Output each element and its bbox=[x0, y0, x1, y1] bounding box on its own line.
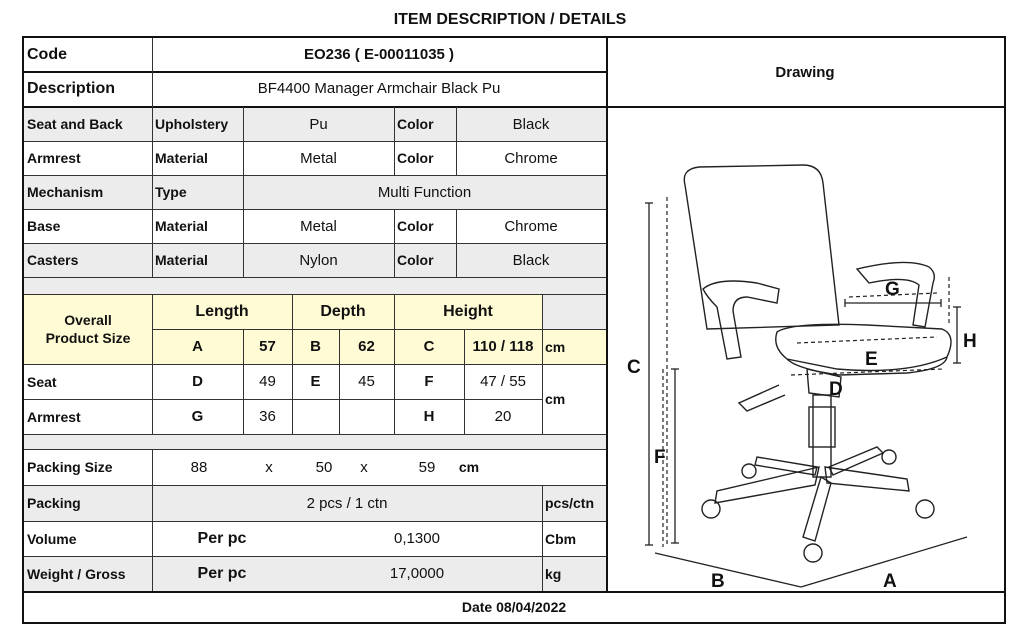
packing-depth: 50 bbox=[315, 458, 333, 476]
packing-label: Packing bbox=[27, 495, 81, 511]
dim-label-d: D bbox=[829, 379, 843, 400]
dim-value: 20 bbox=[494, 408, 512, 425]
packing-unit: cm bbox=[458, 459, 480, 475]
seat-label: Seat bbox=[27, 373, 57, 390]
weight-value: 17,0000 bbox=[389, 565, 445, 582]
dim-label-b: B bbox=[711, 571, 725, 592]
code-label: Code bbox=[27, 45, 67, 63]
color-value: Black bbox=[512, 115, 550, 133]
material-part: Base bbox=[27, 218, 61, 234]
volume-unit: Cbm bbox=[545, 530, 577, 547]
cell-bg bbox=[542, 294, 606, 329]
depth-header: Depth bbox=[320, 302, 366, 320]
dim-value: 49 bbox=[259, 373, 276, 390]
color-label: Color bbox=[397, 116, 434, 132]
length-header: Length bbox=[195, 302, 249, 320]
material-value: Nylon bbox=[299, 251, 338, 269]
color-label: Color bbox=[397, 252, 434, 268]
chair-illustration bbox=[607, 107, 1004, 591]
volume-value: 0,1300 bbox=[394, 530, 440, 547]
material-part: Armrest bbox=[27, 150, 81, 166]
material-attr: Upholstery bbox=[155, 116, 229, 132]
packing-height: 59 bbox=[418, 458, 436, 476]
material-attr: Material bbox=[155, 150, 208, 166]
dim-letter: C bbox=[423, 338, 435, 355]
dim-value: 36 bbox=[259, 408, 276, 425]
material-value: Pu bbox=[309, 115, 328, 133]
color-label: Color bbox=[397, 218, 434, 234]
rule bbox=[24, 277, 606, 278]
packing-unit: pcs/ctn bbox=[545, 495, 595, 511]
dim-label-h: H bbox=[963, 331, 977, 352]
color-value: Chrome bbox=[504, 149, 558, 167]
material-attr: Type bbox=[155, 184, 187, 200]
packing-length: 88 bbox=[190, 458, 208, 476]
material-attr: Material bbox=[155, 218, 208, 234]
dim-value: 62 bbox=[358, 338, 375, 355]
dim-label-a: A bbox=[883, 571, 897, 592]
dim-value: 57 bbox=[259, 338, 276, 355]
weight-unit: kg bbox=[545, 565, 562, 582]
color-label: Color bbox=[397, 150, 434, 166]
rule bbox=[24, 434, 606, 435]
spacer-row bbox=[24, 434, 606, 449]
material-part: Seat and Back bbox=[27, 116, 123, 132]
dim-letter: D bbox=[192, 373, 203, 390]
spec-sheet bbox=[22, 36, 1006, 624]
dim-letter: G bbox=[191, 408, 204, 425]
armrest-label: Armrest bbox=[27, 408, 81, 425]
dim-unit: cm bbox=[545, 391, 566, 407]
dim-value: 110 / 118 bbox=[472, 338, 534, 355]
overall-size-label: Overall Product Size bbox=[45, 312, 131, 346]
material-part: Casters bbox=[27, 252, 79, 268]
color-value: Chrome bbox=[504, 217, 558, 235]
packing-size-label: Packing Size bbox=[27, 459, 113, 475]
code-value: EO236 ( E-00011035 ) bbox=[303, 46, 455, 63]
dim-value: 47 / 55 bbox=[480, 373, 526, 390]
dim-letter: H bbox=[423, 408, 435, 425]
times-sign: x bbox=[360, 458, 368, 476]
drawing-label: Drawing bbox=[775, 63, 835, 81]
date-footer: Date 08/04/2022 bbox=[461, 599, 567, 615]
material-value: Metal bbox=[300, 217, 337, 235]
material-attr: Material bbox=[155, 252, 208, 268]
dim-label-c: C bbox=[627, 357, 641, 378]
chair-drawing bbox=[607, 107, 1004, 591]
volume-label: Volume bbox=[27, 530, 77, 547]
dim-unit: cm bbox=[545, 338, 566, 355]
dim-letter: E bbox=[310, 373, 321, 390]
dim-value: 45 bbox=[358, 373, 375, 390]
dim-label-f: F bbox=[654, 447, 666, 468]
dim-letter: B bbox=[310, 338, 321, 355]
spacer-row bbox=[24, 277, 606, 294]
material-part: Mechanism bbox=[27, 184, 104, 200]
height-header: Height bbox=[443, 302, 493, 320]
material-value: Metal bbox=[300, 149, 337, 167]
weight-per: Per pc bbox=[197, 564, 247, 582]
dim-letter: A bbox=[192, 338, 203, 355]
dim-label-e: E bbox=[865, 349, 878, 370]
times-sign: x bbox=[265, 458, 273, 476]
color-value: Black bbox=[512, 251, 550, 269]
dim-letter: F bbox=[424, 373, 434, 390]
weight-label: Weight / Gross bbox=[27, 565, 126, 582]
page-title: ITEM DESCRIPTION / DETAILS bbox=[393, 11, 627, 28]
material-value: Multi Function bbox=[377, 183, 472, 201]
volume-per: Per pc bbox=[197, 529, 247, 547]
description-label: Description bbox=[27, 79, 116, 97]
description-value: BF4400 Manager Armchair Black Pu bbox=[257, 80, 501, 97]
packing-value: 2 pcs / 1 ctn bbox=[306, 494, 388, 512]
dim-label-g: G bbox=[885, 279, 900, 300]
